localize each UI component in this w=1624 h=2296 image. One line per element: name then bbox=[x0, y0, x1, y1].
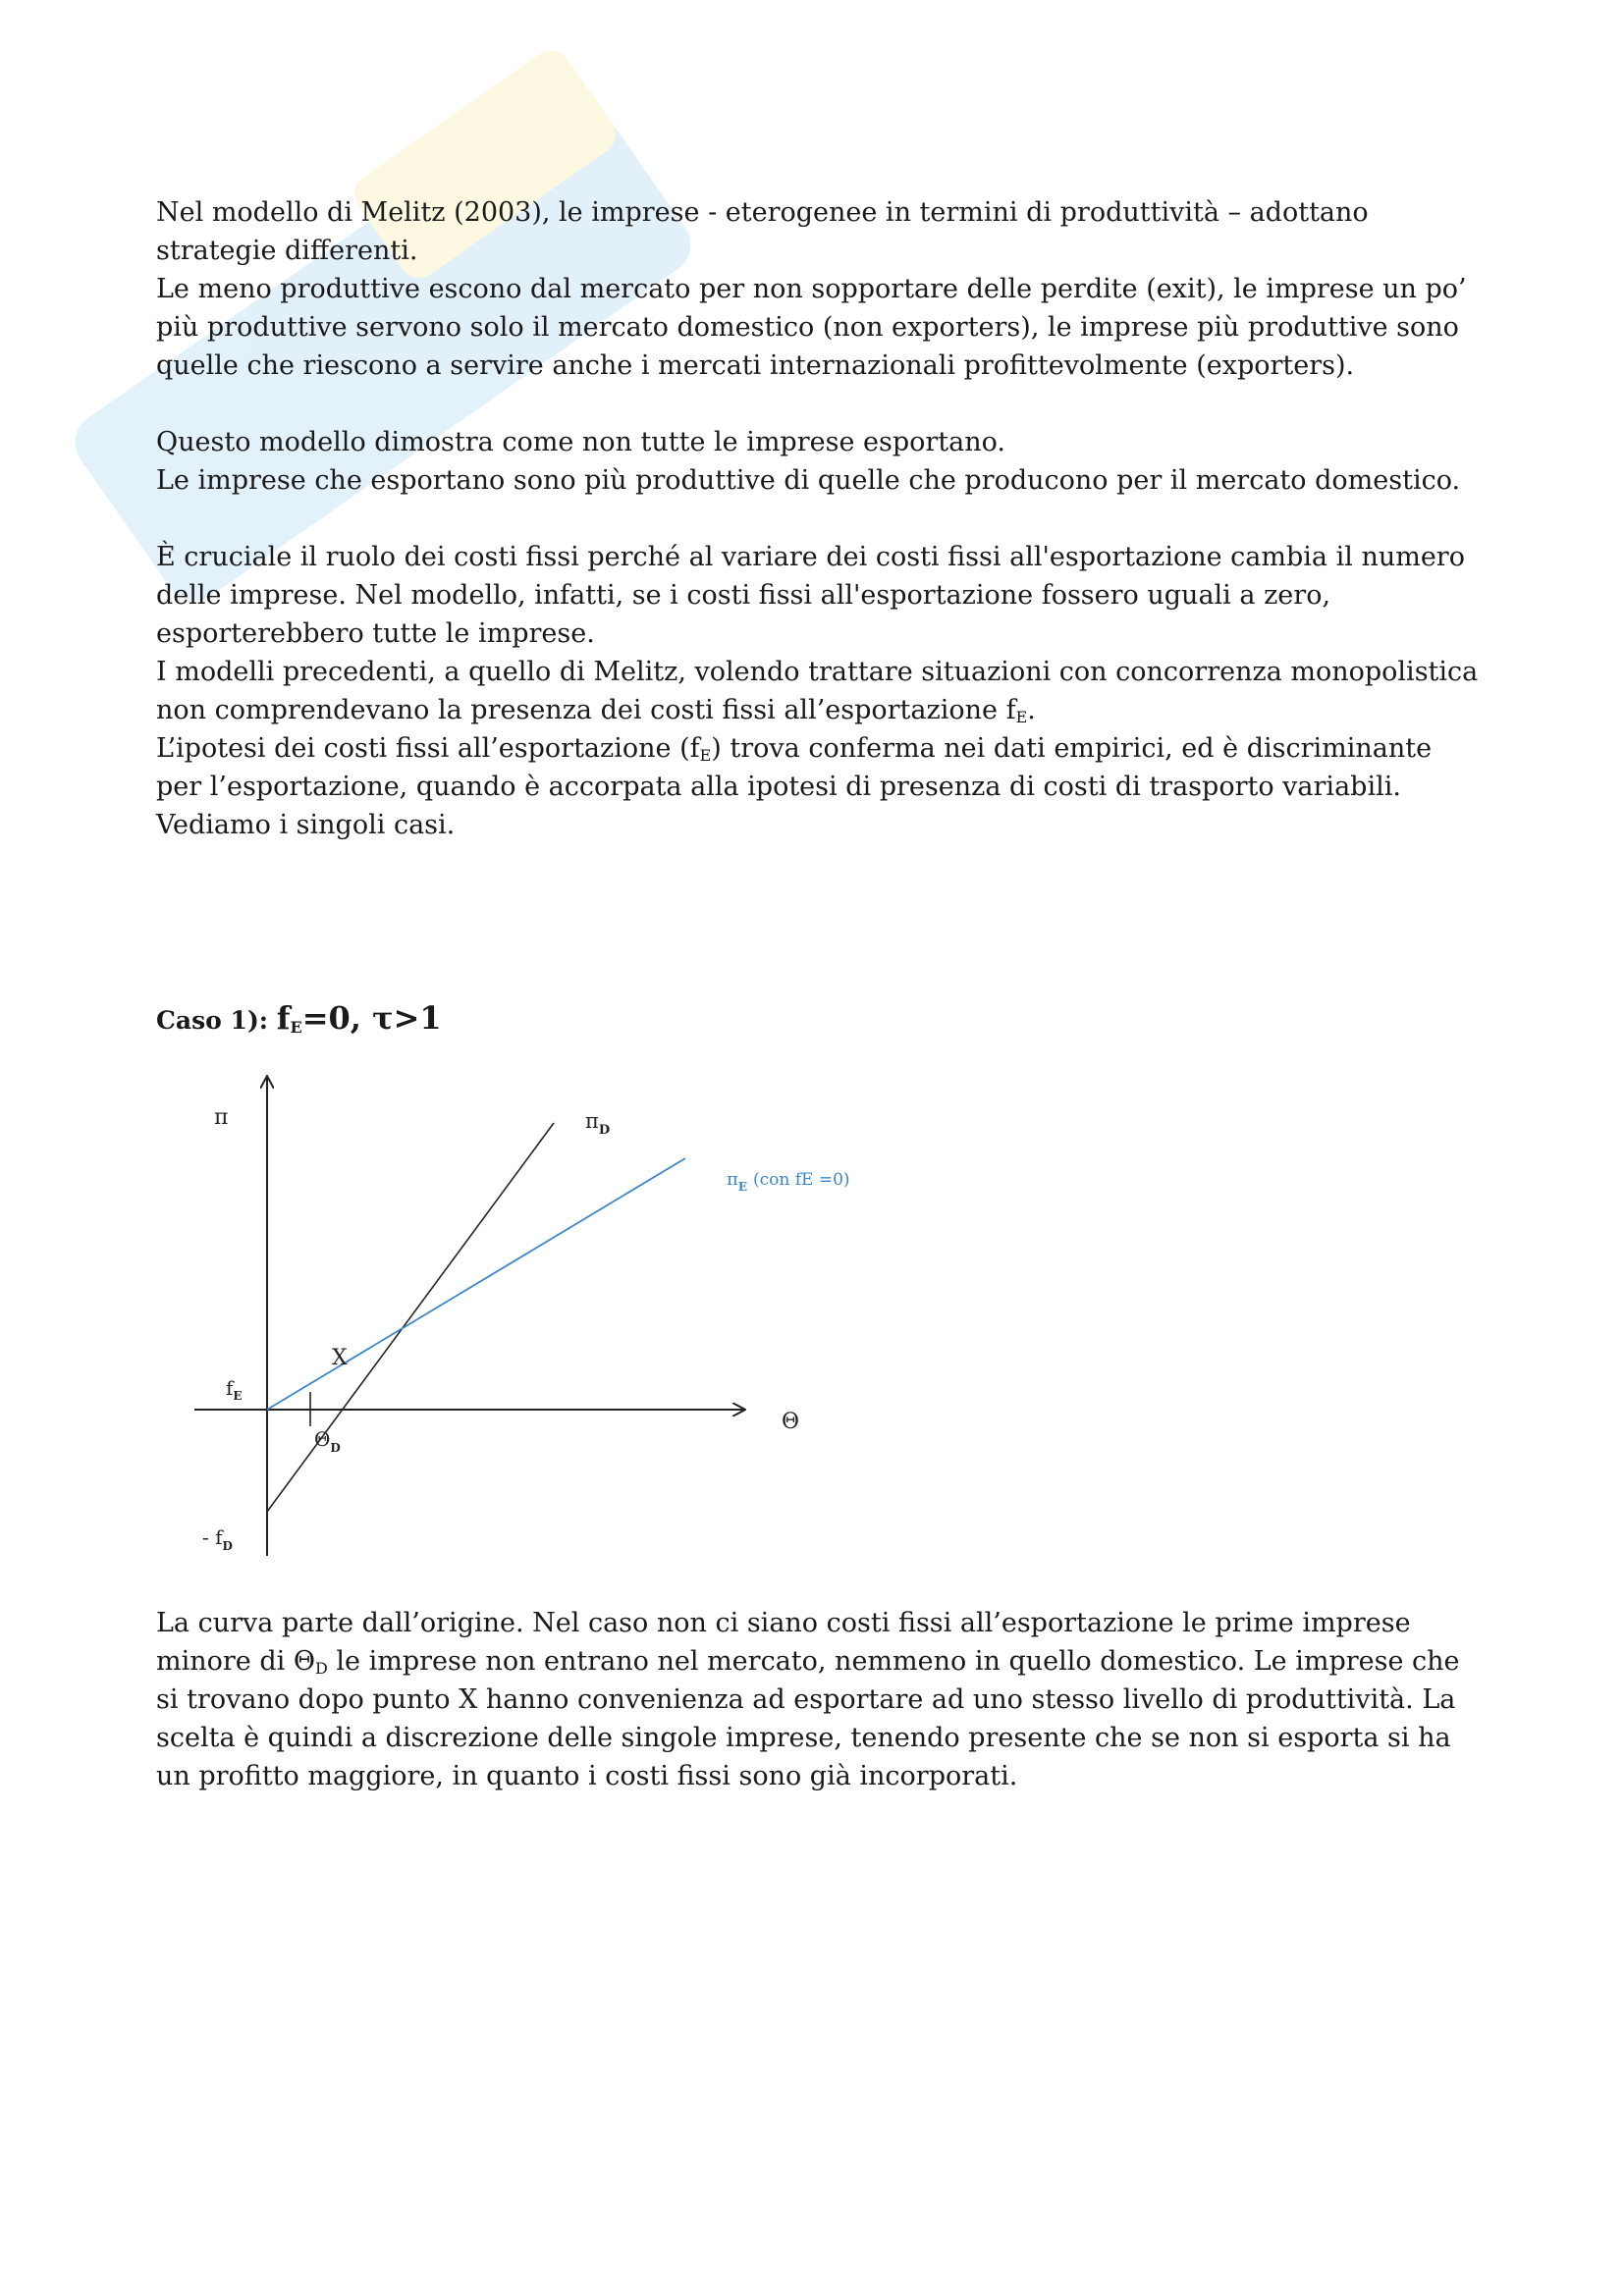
neg-fd-label: - $f_D$ bbox=[202, 1525, 233, 1553]
pi-e-label: $\pi_E$ (con fE =0) bbox=[727, 1169, 850, 1194]
paragraph-previous-models: I modelli precedenti, a quello di Melitz, volendo trattare situazioni con concorrenza monopolistica non comprendevano la presenza dei costi fissi all’esportazione $f_E$. bbox=[156, 657, 1479, 726]
fe-label: $f_E$ bbox=[226, 1376, 243, 1403]
paragraph-hypothesis: L’ipotesi dei costi fissi all’esportazione $(f_E)$ trova conferma nei dati empirici, ed è discriminante per l’esportazione, quando è accorpata alla ipotesi di presenza di costi di trasporto variabili. Vediamo i singoli casi. bbox=[156, 733, 1433, 840]
profit-chart bbox=[187, 1065, 850, 1566]
paragraph-fixed-costs: È cruciale il ruolo dei costi fissi perché al variare dei costi fissi all'esportazione cambia il numero delle imprese. Nel modello, infatti, se i costi fissi all'esportazione fossero uguali a zero, esporterebbero tutte le imprese. bbox=[156, 542, 1465, 649]
intersection-x-label: X bbox=[332, 1346, 348, 1370]
x-axis-label: Θ bbox=[782, 1410, 800, 1434]
document-body bbox=[156, 193, 1482, 844]
case-1-explanation: La curva parte dall’origine. Nel caso non ci siano costi fissi all’esportazione le prime imprese minore di $\Theta_D$ le imprese non entrano nel mercato, nemmeno in quello domestico. Le imprese che si trovano dopo punto X hanno convenienza ad esportare ad uno stesso livello di produttività. La scelta è quindi a discrezione delle singole imprese, tenendo presente che se non si esporta si ha un profitto maggiore, in quanto i costi fissi sono già incorporati. bbox=[156, 1608, 1460, 1791]
pi-d-label: $\pi_D$ bbox=[585, 1109, 611, 1138]
paragraph-intro: Nel modello di Melitz (2003), le imprese - eterogenee in termini di produttività – adottano strategie differenti. bbox=[156, 197, 1369, 266]
paragraph-exit: Le meno produttive escono dal mercato per non sopportare delle perdite (exit), le imprese un po’ più produttive servono solo il mercato domestico (non exporters), le imprese più produttive sono quelle che riescono a servire anche i mercati internazionali profittevolmente (exporters). bbox=[156, 274, 1467, 381]
theta-d-label: $\Theta_D$ bbox=[314, 1427, 341, 1455]
paragraph-exporters-productive: Le imprese che esportano sono più produttive di quelle che producono per il mercato domestico. bbox=[156, 465, 1461, 496]
case-1-heading: Caso 1): $f_E=0$, τ>1 bbox=[156, 999, 442, 1037]
y-axis-label: π bbox=[214, 1105, 229, 1130]
paragraph-not-all-export: Questo modello dimostra come non tutte le imprese esportano. bbox=[156, 427, 1006, 457]
series-pi-d-line bbox=[267, 1123, 554, 1512]
series-pi-e-line bbox=[267, 1158, 685, 1410]
